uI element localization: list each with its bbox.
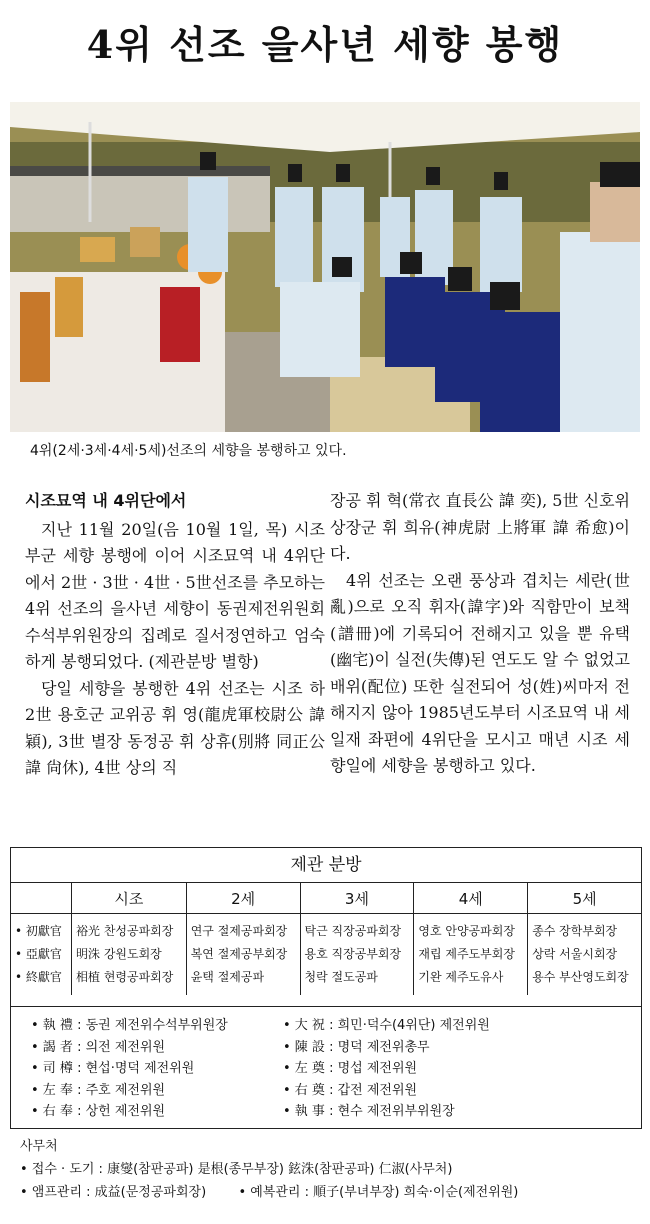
roster-entry: 裕光 찬성공파회장 [76,924,174,938]
role-item: • 執 禮 : 동권 제전위수석부위원장 [31,1018,228,1033]
roster-entry: 윤택 절제공파 [190,970,265,984]
article-right-column [330,488,630,780]
roster-col-header: 5세 [528,883,641,914]
roles-right-list [283,1015,490,1123]
office-section [20,1135,518,1204]
roster-row-labels [11,914,72,996]
roster-entry: 용수 부산영도회장 [532,970,629,984]
roster-cell [528,914,641,996]
role-item: • 右 奉 : 상헌 제전위원 [31,1104,166,1119]
role-item: • 執 事 : 현수 제전위부위원장 [283,1104,455,1119]
roster-entry: 기완 제주도유사 [418,970,504,984]
office-item: • 예복관리 : 順子(부녀부장) 희숙·이순(제전위원) [238,1185,519,1200]
role-item: • 左 奉 : 주호 제전위원 [31,1082,166,1098]
roster-table [11,883,641,995]
article-paragraph: 당일 세향을 봉행한 4위 선조는 시조 하 2世 용호군 교위공 휘 영(龍虎軍校尉公 諱 穎), 3世 별장 동정공 휘 상휴(別將 同正公 諱 尙休), 4世 상의 직 [25,678,325,777]
row-label: • 終獻官 [15,970,62,984]
roster-entry: 복연 절제공부회장 [190,947,288,961]
roster-entry: 상락 서울시회장 [532,947,618,961]
article-subhead: 시조묘역 내 4위단에서 [25,491,187,510]
roster-cell [300,914,414,996]
roster-entry: 영호 안양공파회장 [418,924,515,938]
role-item: • 司 樽 : 현섭·명덕 제전위원 [31,1061,195,1076]
roster-col-header: 3세 [300,883,414,914]
roster-entry: 청락 절도공파 [304,970,378,984]
roles-left-list [31,1015,228,1123]
office-line [20,1181,518,1204]
office-heading: 사무처 [20,1139,58,1154]
ceremony-illustration [10,102,640,432]
roster-entry: 재립 제주도부회장 [418,947,515,961]
roles-section [11,1006,641,1129]
article-title: 4위 선조 을사년 세향 봉행 [86,22,564,67]
roster-col-header: 2세 [186,883,300,914]
roster-entry: 연구 절제공파회장 [190,924,288,938]
article-left-column [25,488,325,782]
roster-corner [11,883,72,914]
article-paragraph: 장공 휘 혁(常衣 直長公 諱 奕), 5世 신호위 상장군 휘 희유(神虎尉 上將軍 諱 希愈)이다. [330,491,630,563]
roster-entry: 종수 장학부회장 [532,924,618,938]
roster-heading: 제관 분방 [11,848,641,883]
office-item: • 앰프관리 : 成益(문정공파회장) [20,1185,207,1200]
roster-col-header: 4세 [414,883,528,914]
office-line: • 접수 · 도기 : 康燮(참판공파) 是根(종무부장) 鉉洙(참판공파) 仁淑(사무처) [20,1162,453,1177]
officiant-roster-box [10,847,642,1129]
role-item: • 右 奠 : 갑전 제전위원 [283,1082,418,1098]
roster-entry: 明洙 강원도회장 [76,947,162,961]
article-paragraph: 4위 선조는 오랜 풍상과 겹치는 세란(世亂)으로 오직 휘자(諱字)와 직함만이 보책(譜冊)에 기록되어 전해지고 있을 뿐 유택(幽宅)이 실전(失傳)된 연도도 알 수 없었고 배위(配位) 또한 실전되어 성(姓)씨마저 전해지지 않아 1985년도부터 시조묘역 내 세일재 좌편에 4위단을 모시고 매년 시조 세향일에 세향을 봉행하고 있다. [330,570,630,775]
roster-cell [72,914,187,996]
article-paragraph: 지난 11월 20일(음 10월 1일, 목) 시조부군 세향 봉행에 이어 시조묘역 내 4위단에서 2世 · 3世 · 4世 · 5世선조를 추모하는 4위 선조의 을사년 세향이 동권제전위원회수석부위원장의 집례로 질서정연하고 엄숙하게 봉행되었다. (제관분방 별항) [25,519,325,671]
roster-entry: 相植 현령공파회장 [76,970,174,984]
roster-cell [186,914,300,996]
role-item: • 陳 設 : 명덕 제전위총무 [283,1039,430,1055]
row-label: • 亞獻官 [15,947,62,961]
role-item: • 左 奠 : 명섭 제전위원 [283,1061,418,1076]
photo-caption: 4위(2세·3세·4세·5세)선조의 세향을 봉행하고 있다. [30,443,347,459]
roster-entry: 용호 직장공부회장 [304,947,402,961]
roster-entry: 탁근 직장공파회장 [304,924,402,938]
roster-cell [414,914,528,996]
role-item: • 謁 者 : 의전 제전위원 [31,1039,166,1055]
row-label: • 初獻官 [15,924,62,938]
role-item: • 大 祝 : 희민·덕수(4위단) 제전위원 [283,1018,490,1033]
roster-col-header: 시조 [72,883,187,914]
ceremony-photo [10,102,640,432]
